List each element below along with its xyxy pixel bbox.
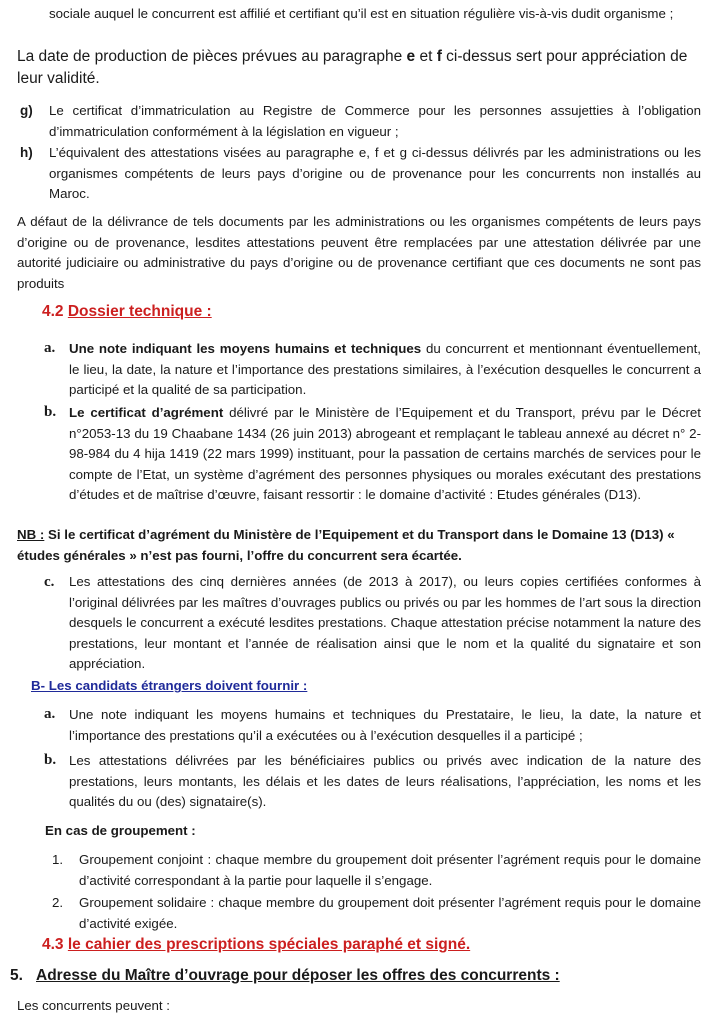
group-item-2-label: 2. — [52, 895, 64, 910]
date-note-part1: La date de production de pièces prévues au paragraphe — [17, 48, 407, 65]
nb-note — [17, 525, 701, 566]
item-4-2-b-body: délivré par le Ministère de l’Equipement et du Transport, prévu par le Décret n°2053-13 du 19 Chaabane 1434 (26 juin 2013) abrogeant et remplaçant le tableau annexé au décret n° 2-98-984 du 4 hija 1419 (22 mars 1999) instituant, pour la passation de certains marchés de services pour le compte de l’Etat, un système d’agrément des personnes physiques ou morales exécutant des prestations d’études et de maîtrise d’œuvre, faisant ressortir : le domaine d’activité : Etudes générales (D13). — [69, 405, 701, 502]
item-4-2-c-label: c. — [44, 574, 55, 590]
section-5-intro: Les concurrents peuvent : — [17, 998, 171, 1013]
section-5-heading — [10, 966, 560, 987]
item-4-2-a-bold: Une note indiquant les moyens humains et techniques — [69, 341, 422, 356]
date-note-part3: ci-dessus sert pour appréciation de leur validité. — [17, 48, 688, 87]
section-4-2-heading — [42, 302, 212, 323]
foreign-candidates-heading: B- Les candidats étrangers doivent fournir : — [31, 678, 308, 693]
date-note-f: f — [436, 48, 442, 65]
foreign-item-a-label: a. — [44, 706, 56, 722]
item-h-label: h) — [20, 145, 33, 160]
group-item-1-text: Groupement conjoint : chaque membre du groupement doit présenter l’agrément requis pour le domaine d’activité correspondant à la partie pour laquelle il s’engage. — [79, 852, 701, 888]
intro-continuation: sociale auquel le concurrent est affilié et certifiant qu’il est en situation régulière vis-à-vis dudit organisme ; — [49, 6, 674, 21]
item-g-label: g) — [20, 103, 33, 118]
item-4-2-a-label: a. — [44, 340, 56, 356]
nb-label: NB : — [17, 527, 45, 542]
item-4-2-b-label: b. — [44, 404, 57, 420]
section-4-2-title: Dossier technique : — [67, 303, 212, 320]
nb-text: Si le certificat d’agrément du Ministère de l’Equipement et du Transport dans le Domaine 13 (D13) « études générales » n’est pas fourni, l’offre du concurrent sera écartée. — [17, 527, 675, 563]
grouping-heading: En cas de groupement : — [45, 823, 196, 838]
section-4-2-number: 4.2 — [42, 303, 68, 320]
section-5-number: 5. — [10, 967, 23, 984]
item-4-2-a-body: du concurrent et mentionnant éventuellement, le lieu, la date, la nature et l’importance des prestations similaires, à l’exécution desquelles le concurrent a participé et la qualité de sa participation. — [69, 341, 701, 397]
foreign-item-a-text: Une note indiquant les moyens humains et techniques du Prestataire, le lieu, la date, la nature et l’importance des prestations qu’il a exécutées ou à l’exécution desquelles il a participé ; — [69, 707, 701, 743]
section-4-3-title: le cahier des prescriptions spéciales paraphé et signé. — [67, 936, 471, 953]
item-h-text: L’équivalent des attestations visées au paragraphe e, f et g ci-dessus délivrés par les administrations ou les organismes compétents de leurs pays d’origine ou de provenance pour les concurrents non installés au Maroc. — [49, 145, 701, 201]
date-note-part2: et — [415, 48, 437, 65]
section-4-3-number: 4.3 — [42, 936, 68, 953]
item-4-2-a-text — [69, 339, 701, 401]
date-note-e: e — [406, 48, 416, 65]
date-validity-note — [17, 46, 707, 90]
section-4-3-heading — [42, 935, 470, 956]
item-4-2-b-text — [69, 403, 701, 506]
foreign-item-b-label: b. — [44, 752, 57, 768]
section-5-title: Adresse du Maître d’ouvrage pour déposer les offres des concurrents : — [36, 967, 560, 984]
item-4-2-c-text: Les attestations des cinq dernières années (de 2013 à 2017), ou leurs copies certifiées conformes à l’original délivrées par les maîtres d’ouvrages publics ou privés ou par les hommes de l’art sous la direction desquels le concurrent a exécuté lesdites prestations. Chaque attestation précise notamment la nature des prestations, leur montant et l’année de réalisation ainsi que le nom et la qualité du signataire et son appréciation. — [69, 574, 701, 671]
default-paragraph: A défaut de la délivrance de tels documents par les administrations ou les organismes compétents de leurs pays d’origine ou de provenance, lesdites attestations peuvent être remplacées par une attestation délivrée par une autorité judiciaire ou administrative du pays d’origine ou de provenance certifiant que ces documents ne sont pas produits — [17, 214, 701, 291]
group-item-1-label: 1. — [52, 852, 64, 867]
group-item-2-text: Groupement solidaire : chaque membre du groupement doit présenter l’agrément requis pour le domaine d’activité exigée. — [79, 895, 701, 931]
item-4-2-b-bold: Le certificat d’agrément — [69, 405, 224, 420]
item-g-text: Le certificat d’immatriculation au Registre de Commerce pour les personnes assujetties à l’obligation d’immatriculation conformément à la législation en vigueur ; — [49, 103, 701, 139]
foreign-item-b-text: Les attestations délivrées par les bénéficiaires publics ou privés avec indication de la nature des prestations, leurs montants, les délais et les dates de leurs réalisations, l’appréciation, les noms et les qualités du ou (des) signataire(s). — [69, 753, 701, 809]
